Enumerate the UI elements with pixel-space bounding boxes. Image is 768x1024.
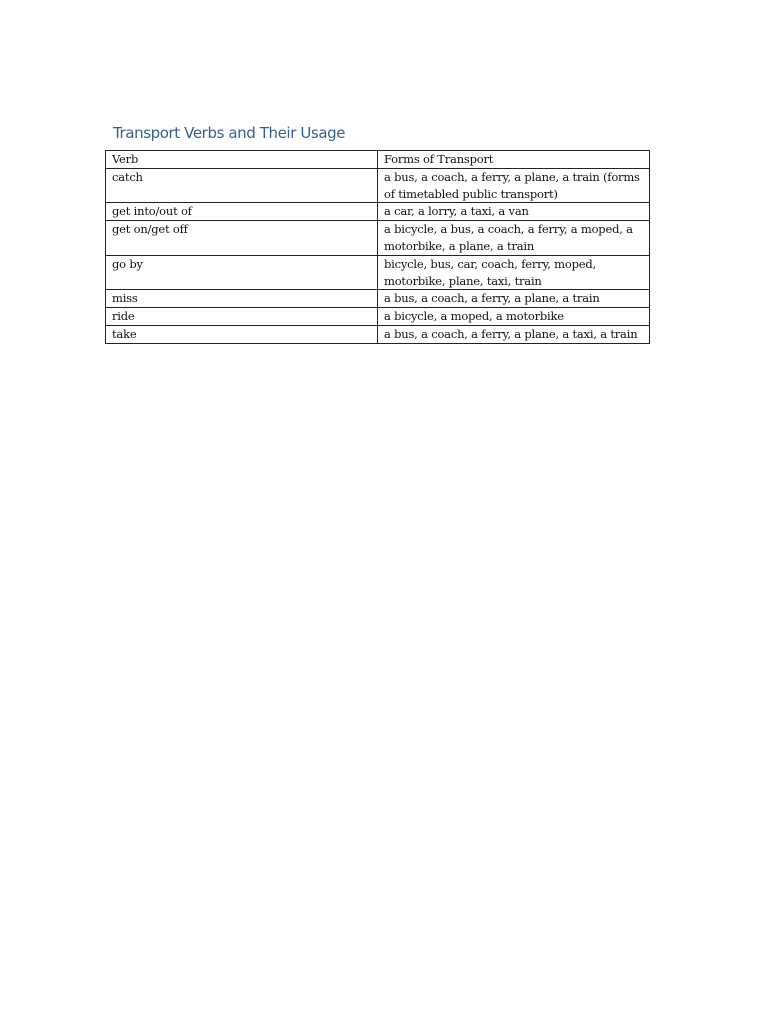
verb-cell: miss	[106, 290, 378, 308]
table-row	[106, 168, 650, 203]
table-row	[106, 290, 650, 308]
verb-cell: catch	[106, 168, 378, 203]
verb-cell: go by	[106, 255, 378, 290]
verb-cell: take	[106, 325, 378, 343]
forms-cell: a bus, a coach, a ferry, a plane, a train (forms of timetabled public transport)	[378, 168, 650, 203]
table-header-row	[106, 151, 650, 169]
forms-cell: bicycle, bus, car, coach, ferry, moped, motorbike, plane, taxi, train	[378, 255, 650, 290]
table-row	[106, 325, 650, 343]
header-forms-of-transport: Forms of Transport	[378, 151, 650, 169]
verb-cell: ride	[106, 308, 378, 326]
document-title: Transport Verbs and Their Usage	[113, 124, 346, 142]
table-row	[106, 308, 650, 326]
verb-cell: get on/get off	[106, 221, 378, 256]
forms-cell: a car, a lorry, a taxi, a van	[378, 203, 650, 221]
transport-verbs-table	[105, 150, 650, 344]
table-row	[106, 255, 650, 290]
verb-cell: get into/out of	[106, 203, 378, 221]
table-row	[106, 221, 650, 256]
header-verb: Verb	[106, 151, 378, 169]
forms-cell: a bus, a coach, a ferry, a plane, a train	[378, 290, 650, 308]
forms-cell: a bus, a coach, a ferry, a plane, a taxi, a train	[378, 325, 650, 343]
table-row	[106, 203, 650, 221]
forms-cell: a bicycle, a bus, a coach, a ferry, a moped, a motorbike, a plane, a train	[378, 221, 650, 256]
forms-cell: a bicycle, a moped, a motorbike	[378, 308, 650, 326]
